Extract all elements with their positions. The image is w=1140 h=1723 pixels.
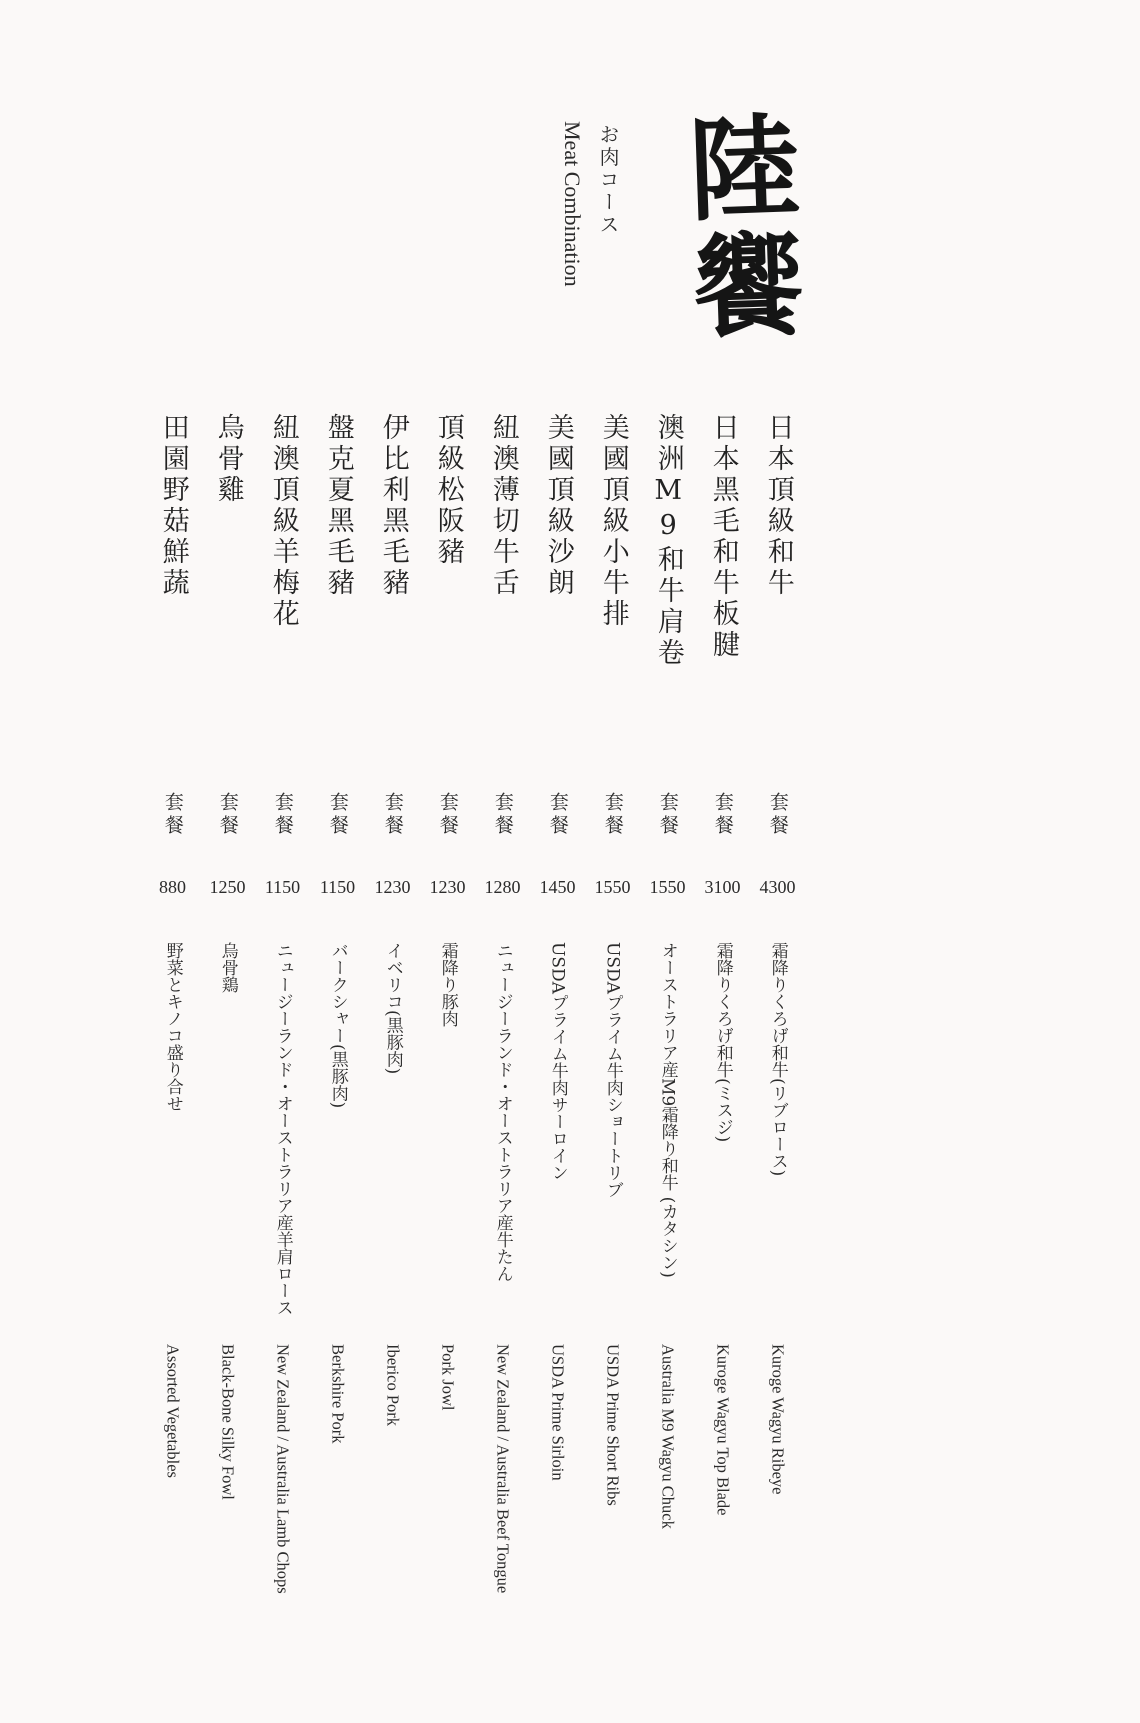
dish-name: 美國頂級沙朗 — [542, 413, 574, 599]
description-en: New Zealand / Australia Lamb Chops — [273, 1344, 293, 1594]
menu-item — [310, 0, 365, 1723]
description-en: New Zealand / Australia Beef Tongue — [493, 1344, 513, 1594]
description-en: USDA Prime Short Ribs — [603, 1344, 623, 1506]
set-label: 套餐 — [491, 792, 514, 838]
dish-name: 頂級松阪豬 — [432, 413, 464, 568]
description-ja: 霜降りくろげ和牛(ミスジ) — [712, 942, 733, 1143]
set-label: 套餐 — [601, 792, 624, 838]
dish-name: 烏骨雞 — [212, 413, 244, 506]
set-label: 套餐 — [326, 792, 349, 838]
menu-item — [145, 0, 200, 1723]
menu-item — [420, 0, 475, 1723]
dish-name: 紐澳薄切牛舌 — [487, 413, 519, 599]
price: 3100 — [704, 877, 741, 897]
menu — [145, 0, 808, 1723]
description-en: Kuroge Wagyu Ribeye — [768, 1344, 788, 1495]
description-en: Kuroge Wagyu Top Blade — [713, 1344, 733, 1516]
description-ja: ニュージーランド・オーストラリア産牛たん — [492, 942, 513, 1282]
dish-name: 澳洲M9和牛肩卷 — [652, 413, 684, 669]
set-label: 套餐 — [161, 792, 184, 838]
price: 1450 — [539, 877, 576, 897]
menu-item — [750, 0, 805, 1723]
description-ja: USDAプライム牛肉サーロイン — [547, 942, 568, 1181]
price: 4300 — [759, 877, 796, 897]
set-label: 套餐 — [711, 792, 734, 838]
price: 1280 — [484, 877, 521, 897]
description-ja: USDAプライム牛肉ショートリブ — [602, 942, 623, 1198]
dish-name: 田園野菇鮮蔬 — [157, 413, 189, 599]
set-label: 套餐 — [766, 792, 789, 838]
menu-item — [585, 0, 640, 1723]
dish-name: 美國頂級小牛排 — [597, 413, 629, 630]
set-label: 套餐 — [271, 792, 294, 838]
dish-name: 日本頂級和牛 — [762, 413, 794, 599]
description-en: Black-Bone Silky Fowl — [218, 1344, 238, 1500]
set-label: 套餐 — [656, 792, 679, 838]
dish-name: 伊比利黑毛豬 — [377, 413, 409, 599]
description-ja: ニュージーランド・オーストラリア産羊肩ロース — [272, 942, 293, 1316]
menu-item — [475, 0, 530, 1723]
price: 1550 — [594, 877, 631, 897]
description-ja: 烏骨鶏 — [217, 942, 238, 993]
set-label: 套餐 — [436, 792, 459, 838]
set-label: 套餐 — [381, 792, 404, 838]
brand-logo: 陸饗 — [667, 107, 808, 349]
course-title-en: Meat Combination — [560, 121, 586, 287]
menu-item — [640, 0, 695, 1723]
price: 1230 — [374, 877, 411, 897]
description-ja: オーストラリア産M9霜降り和牛 (カタシン) — [657, 942, 678, 1278]
price: 1550 — [649, 877, 686, 897]
dish-name: 盤克夏黑毛豬 — [322, 413, 354, 599]
description-en: Assorted Vegetables — [163, 1344, 183, 1478]
set-label: 套餐 — [546, 792, 569, 838]
price: 1150 — [319, 877, 356, 897]
price: 1150 — [264, 877, 301, 897]
description-en: Australia M9 Wagyu Chuck — [658, 1344, 678, 1529]
description-ja: バークシャー(黒豚肉) — [327, 942, 348, 1109]
description-en: USDA Prime Sirloin — [548, 1344, 568, 1481]
description-ja: 霜降りくろげ和牛(リブロース) — [767, 942, 788, 1177]
price: 1230 — [429, 877, 466, 897]
description-en: Iberico Pork — [383, 1344, 403, 1427]
price: 880 — [159, 877, 186, 897]
description-ja: 霜降り豚肉 — [437, 942, 458, 1027]
price: 1250 — [209, 877, 246, 897]
set-label: 套餐 — [216, 792, 239, 838]
description-ja: イベリコ(黒豚肉) — [382, 942, 403, 1075]
menu-item — [530, 0, 585, 1723]
description-ja: 野菜とキノコ盛り合せ — [162, 942, 183, 1112]
description-en: Berkshire Pork — [328, 1344, 348, 1444]
menu-item — [695, 0, 750, 1723]
dish-name: 紐澳頂級羊梅花 — [267, 413, 299, 630]
description-en: Pork Jowl — [438, 1344, 458, 1411]
menu-item — [255, 0, 310, 1723]
menu-item — [365, 0, 420, 1723]
menu-item — [200, 0, 255, 1723]
course-title-ja: お肉コース — [596, 124, 620, 237]
dish-name: 日本黑毛和牛板腱 — [707, 413, 739, 661]
